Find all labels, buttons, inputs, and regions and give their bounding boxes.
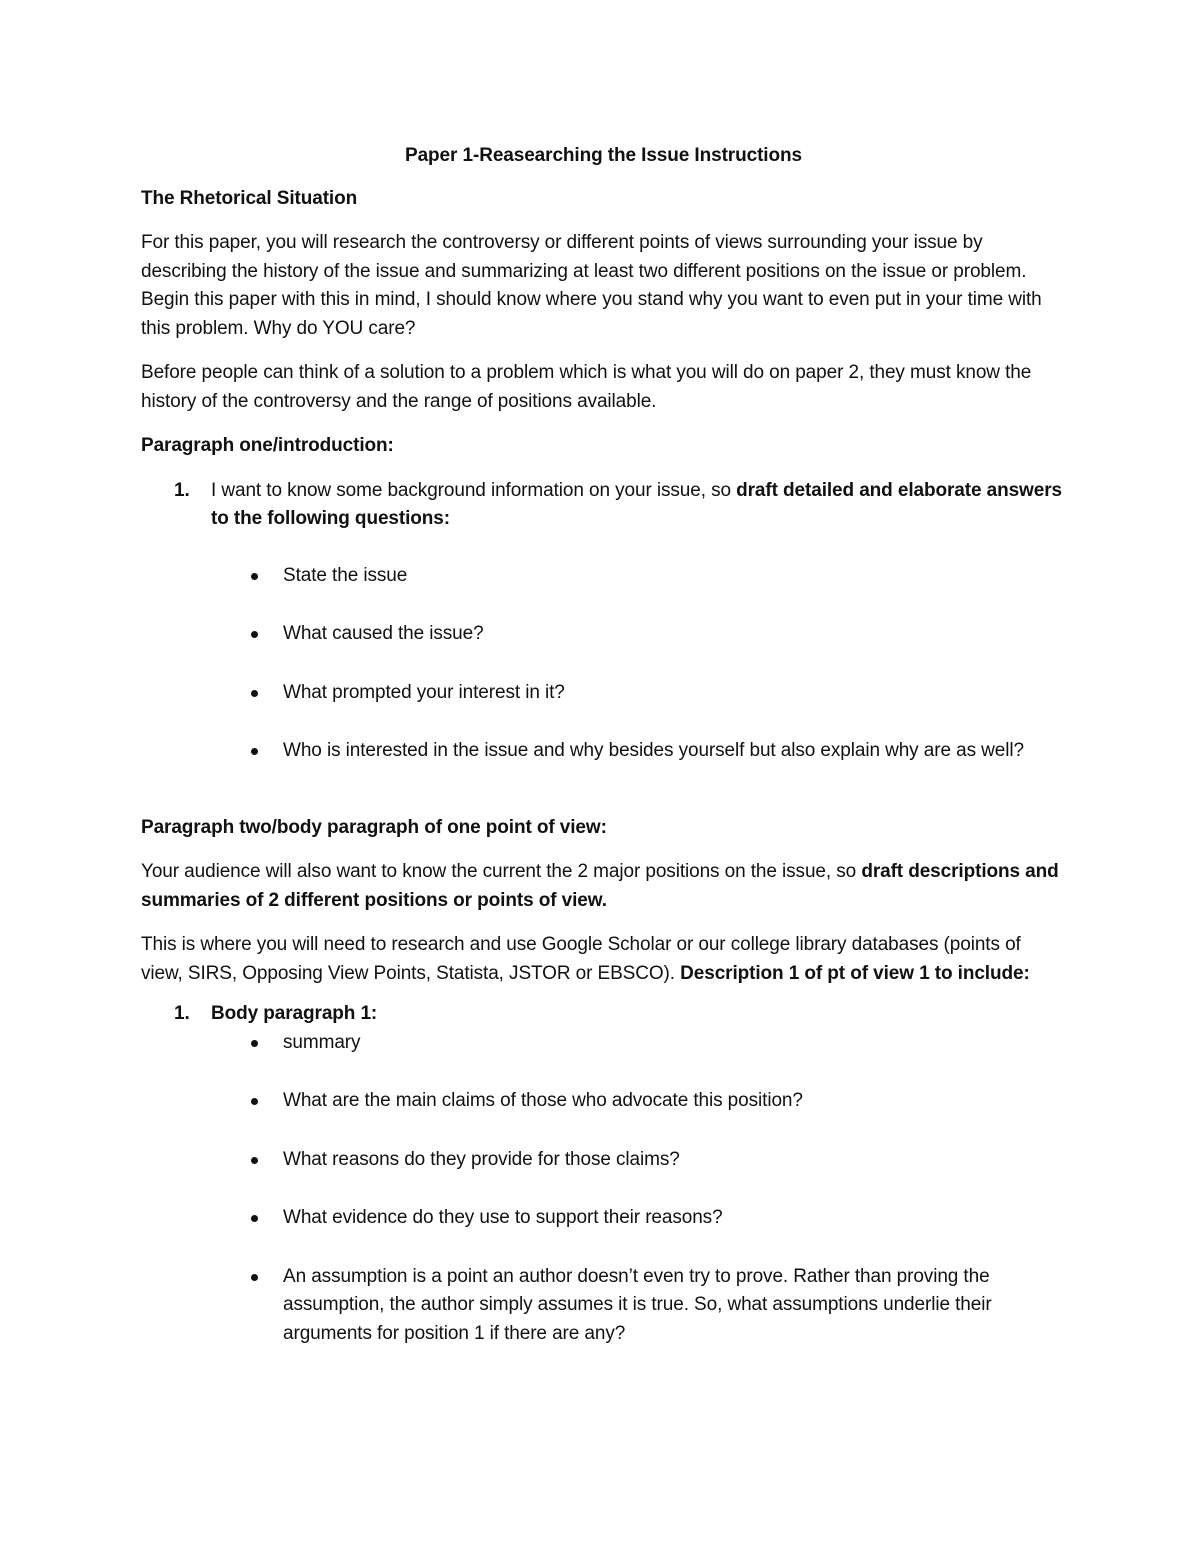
body-paragraph-numbered-item: [141, 1000, 1066, 1029]
research-text: This is where you will need to research and use Google Scholar or our college library databases (points of view, SIRS, Opposing View Points, Statista, JSTOR or EBSCO).: [141, 934, 1021, 984]
audience-emphasis: draft descriptions and summaries of 2 different positions or points of view.: [141, 861, 1059, 911]
paragraph-two-bullet-list: [141, 1029, 1066, 1349]
bullet-icon: [251, 1215, 258, 1222]
bullet-icon: [251, 748, 258, 755]
paragraph-one-heading: Paragraph one/introduction:: [141, 435, 394, 456]
list-item-text: What prompted your interest in it?: [283, 681, 565, 703]
list-item-text: State the issue: [283, 564, 408, 586]
bullet-icon: [251, 690, 258, 697]
list-item: [141, 1146, 1066, 1175]
audience-paragraph: [141, 858, 1066, 915]
list-item-text: An assumption is a point an author doesn’t even try to prove. Rather than proving the assumption, the author simply assumes it is true. So, what assumptions underlie their arguments for position 1 if there are any?: [283, 1265, 992, 1344]
numbered-item-text: I want to know some background information on your issue, so: [211, 479, 737, 501]
list-item: [141, 562, 1066, 591]
paragraph-two-heading: Paragraph two/body paragraph of one point of view:: [141, 816, 607, 838]
section-heading-rhetorical-situation: The Rhetorical Situation: [141, 187, 358, 209]
list-item-text: What are the main claims of those who advocate this position?: [283, 1090, 803, 1111]
bullet-icon: [251, 1274, 258, 1281]
numbered-item-emphasis: draft detailed and elaborate answers to the following questions:: [211, 479, 1062, 529]
list-item: [141, 737, 1066, 766]
list-item: [141, 679, 1066, 708]
research-emphasis: Description 1 of pt of view 1 to include:: [680, 962, 1030, 984]
list-item: [141, 1204, 1066, 1233]
research-paragraph: [141, 931, 1066, 988]
context-paragraph: Before people can think of a solution to a problem which is what you will do on paper 2, they must know the history of the controversy and the range of positions available.: [141, 362, 1032, 412]
list-item: [141, 1263, 1066, 1349]
list-item-text: What caused the issue?: [283, 623, 484, 644]
body-paragraph-label: Body paragraph 1:: [211, 1003, 378, 1024]
bullet-icon: [251, 573, 258, 580]
document-title: Paper 1-Reasearching the Issue Instructions: [405, 145, 802, 166]
bullet-icon: [251, 1040, 258, 1047]
intro-paragraph: For this paper, you will research the controversy or different points of views surrounding your issue by describing the history of the issue and summarizing at least two different positions on the issue or problem. Begin this paper with this in mind, I should know where you stand why you want to even put in your time with this problem. Why do YOU care?: [141, 232, 1042, 339]
document-body: [141, 142, 1066, 1348]
bullet-icon: [251, 631, 258, 638]
list-number: 1.: [174, 1003, 190, 1024]
bullet-icon: [251, 1157, 258, 1164]
list-item: [141, 620, 1066, 649]
list-item-text: What reasons do they provide for those claims?: [283, 1148, 680, 1170]
list-item-text: Who is interested in the issue and why besides yourself but also explain why are as well?: [283, 740, 1024, 761]
list-item: [141, 1087, 1066, 1116]
paragraph-one-bullet-list: [141, 562, 1066, 766]
list-item-text: summary: [283, 1031, 361, 1053]
list-number: 1.: [174, 479, 190, 501]
list-item: [141, 1029, 1066, 1058]
bullet-icon: [251, 1098, 258, 1105]
list-item-text: What evidence do they use to support their reasons?: [283, 1207, 723, 1228]
paragraph-one-numbered-item: [141, 477, 1066, 534]
audience-text: Your audience will also want to know the current the 2 major positions on the issue, so: [141, 861, 862, 882]
